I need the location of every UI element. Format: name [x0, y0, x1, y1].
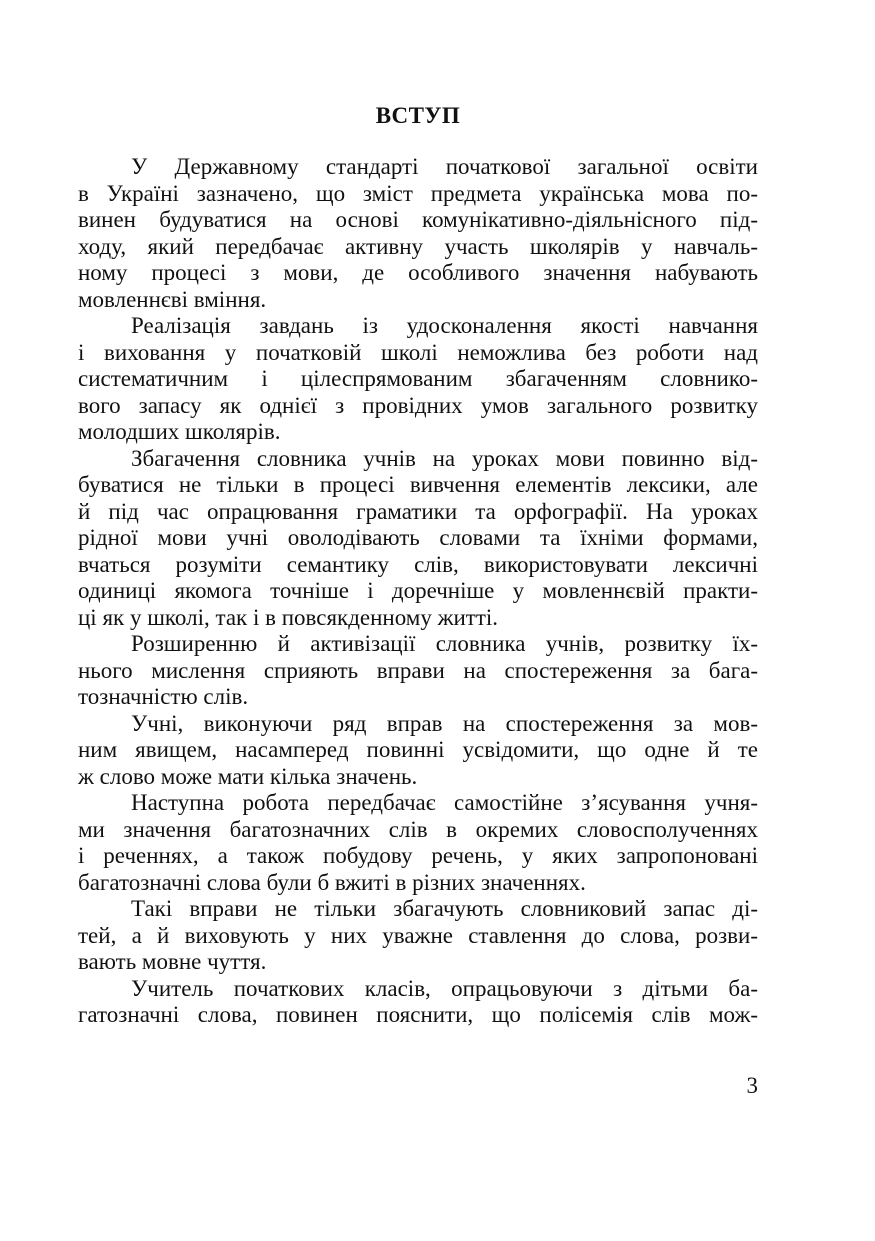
text-line: ному процесі з мови, де особливого значення набувають	[78, 260, 758, 285]
text-line: рідної мови учні оволодівають словами та їхніми формами,	[78, 525, 758, 550]
text-line: систематичним і цілеспрямованим збагаченням словнико-	[78, 366, 758, 391]
text-line: молодших школярів.	[78, 419, 281, 444]
body-text	[78, 154, 758, 1029]
text-line: тей, а й виховують у них уважне ставлення до слова, розви-	[78, 922, 758, 948]
text-line: буватися не тільки в процесі вивчення елементів лексики, але	[78, 472, 758, 497]
text-line: і реченнях, а також побудову речень, у яких запропоновані	[78, 843, 758, 868]
page-title: ВСТУП	[375, 103, 461, 128]
text-line: в Україні зазначено, що зміст предмета українська мова по-	[78, 180, 758, 206]
text-line: Реалізація завдань із удосконалення якості навчання	[131, 313, 758, 338]
text-line: вчаться розуміти семантику слів, використовувати лексичні	[78, 551, 758, 577]
text-line: Збагачення словника учнів на уроках мови повинно від-	[131, 445, 758, 471]
text-line: У Державному стандарті початкової загальної освіти	[131, 154, 758, 179]
text-line: Наступна робота передбачає самостійне з’ясування учня-	[131, 790, 758, 815]
text-line: Учитель початкових класів, опрацьовуючи з дітьми ба-	[131, 975, 758, 1001]
text-line: Розширенню й активізації словника учнів, розвитку їх-	[131, 631, 758, 656]
text-line: й під час опрацювання граматики та орфографії. На уроках	[78, 498, 758, 524]
text-line: нього мислення сприяють вправи на спостереження за бага-	[78, 657, 758, 683]
text-line: ми значення багатозначних слів в окремих словосполученнях	[78, 816, 758, 842]
text-line: ходу, який передбачає активну участь школярів у навчаль-	[78, 233, 758, 259]
text-line: тозначністю слів.	[78, 684, 249, 709]
text-line: вого запасу як однієї з провідних умов загального розвитку	[78, 392, 758, 418]
text-line: винен будуватися на основі комунікативно-діяльнісного під-	[78, 207, 758, 232]
text-line: вають мовне чуття.	[78, 949, 267, 974]
text-line: Такі вправи не тільки збагачують словниковий запас ді-	[131, 896, 758, 921]
page-number: 3	[746, 1073, 758, 1098]
text-line: ж слово може мати кілька значень.	[78, 763, 418, 789]
text-line: ним явищем, насамперед повинні усвідомити, що одне й те	[78, 737, 758, 762]
text-line: ці як у школі, так і в повсякденному житті.	[78, 604, 499, 630]
text-line: багатозначні слова були б вжиті в різних значеннях.	[78, 869, 586, 895]
text-line: Учні, виконуючи ряд вправ на спостереження за мов-	[131, 710, 758, 736]
text-line: мовленнєві вміння.	[78, 286, 267, 312]
text-line: гатозначні слова, повинен пояснити, що полісемія слів мож-	[78, 1002, 758, 1027]
text-line: одиниці якомога точніше і доречніше у мовленнєвій практи-	[78, 578, 758, 603]
text-line: і виховання у початковій школі неможлива без роботи над	[78, 339, 758, 365]
